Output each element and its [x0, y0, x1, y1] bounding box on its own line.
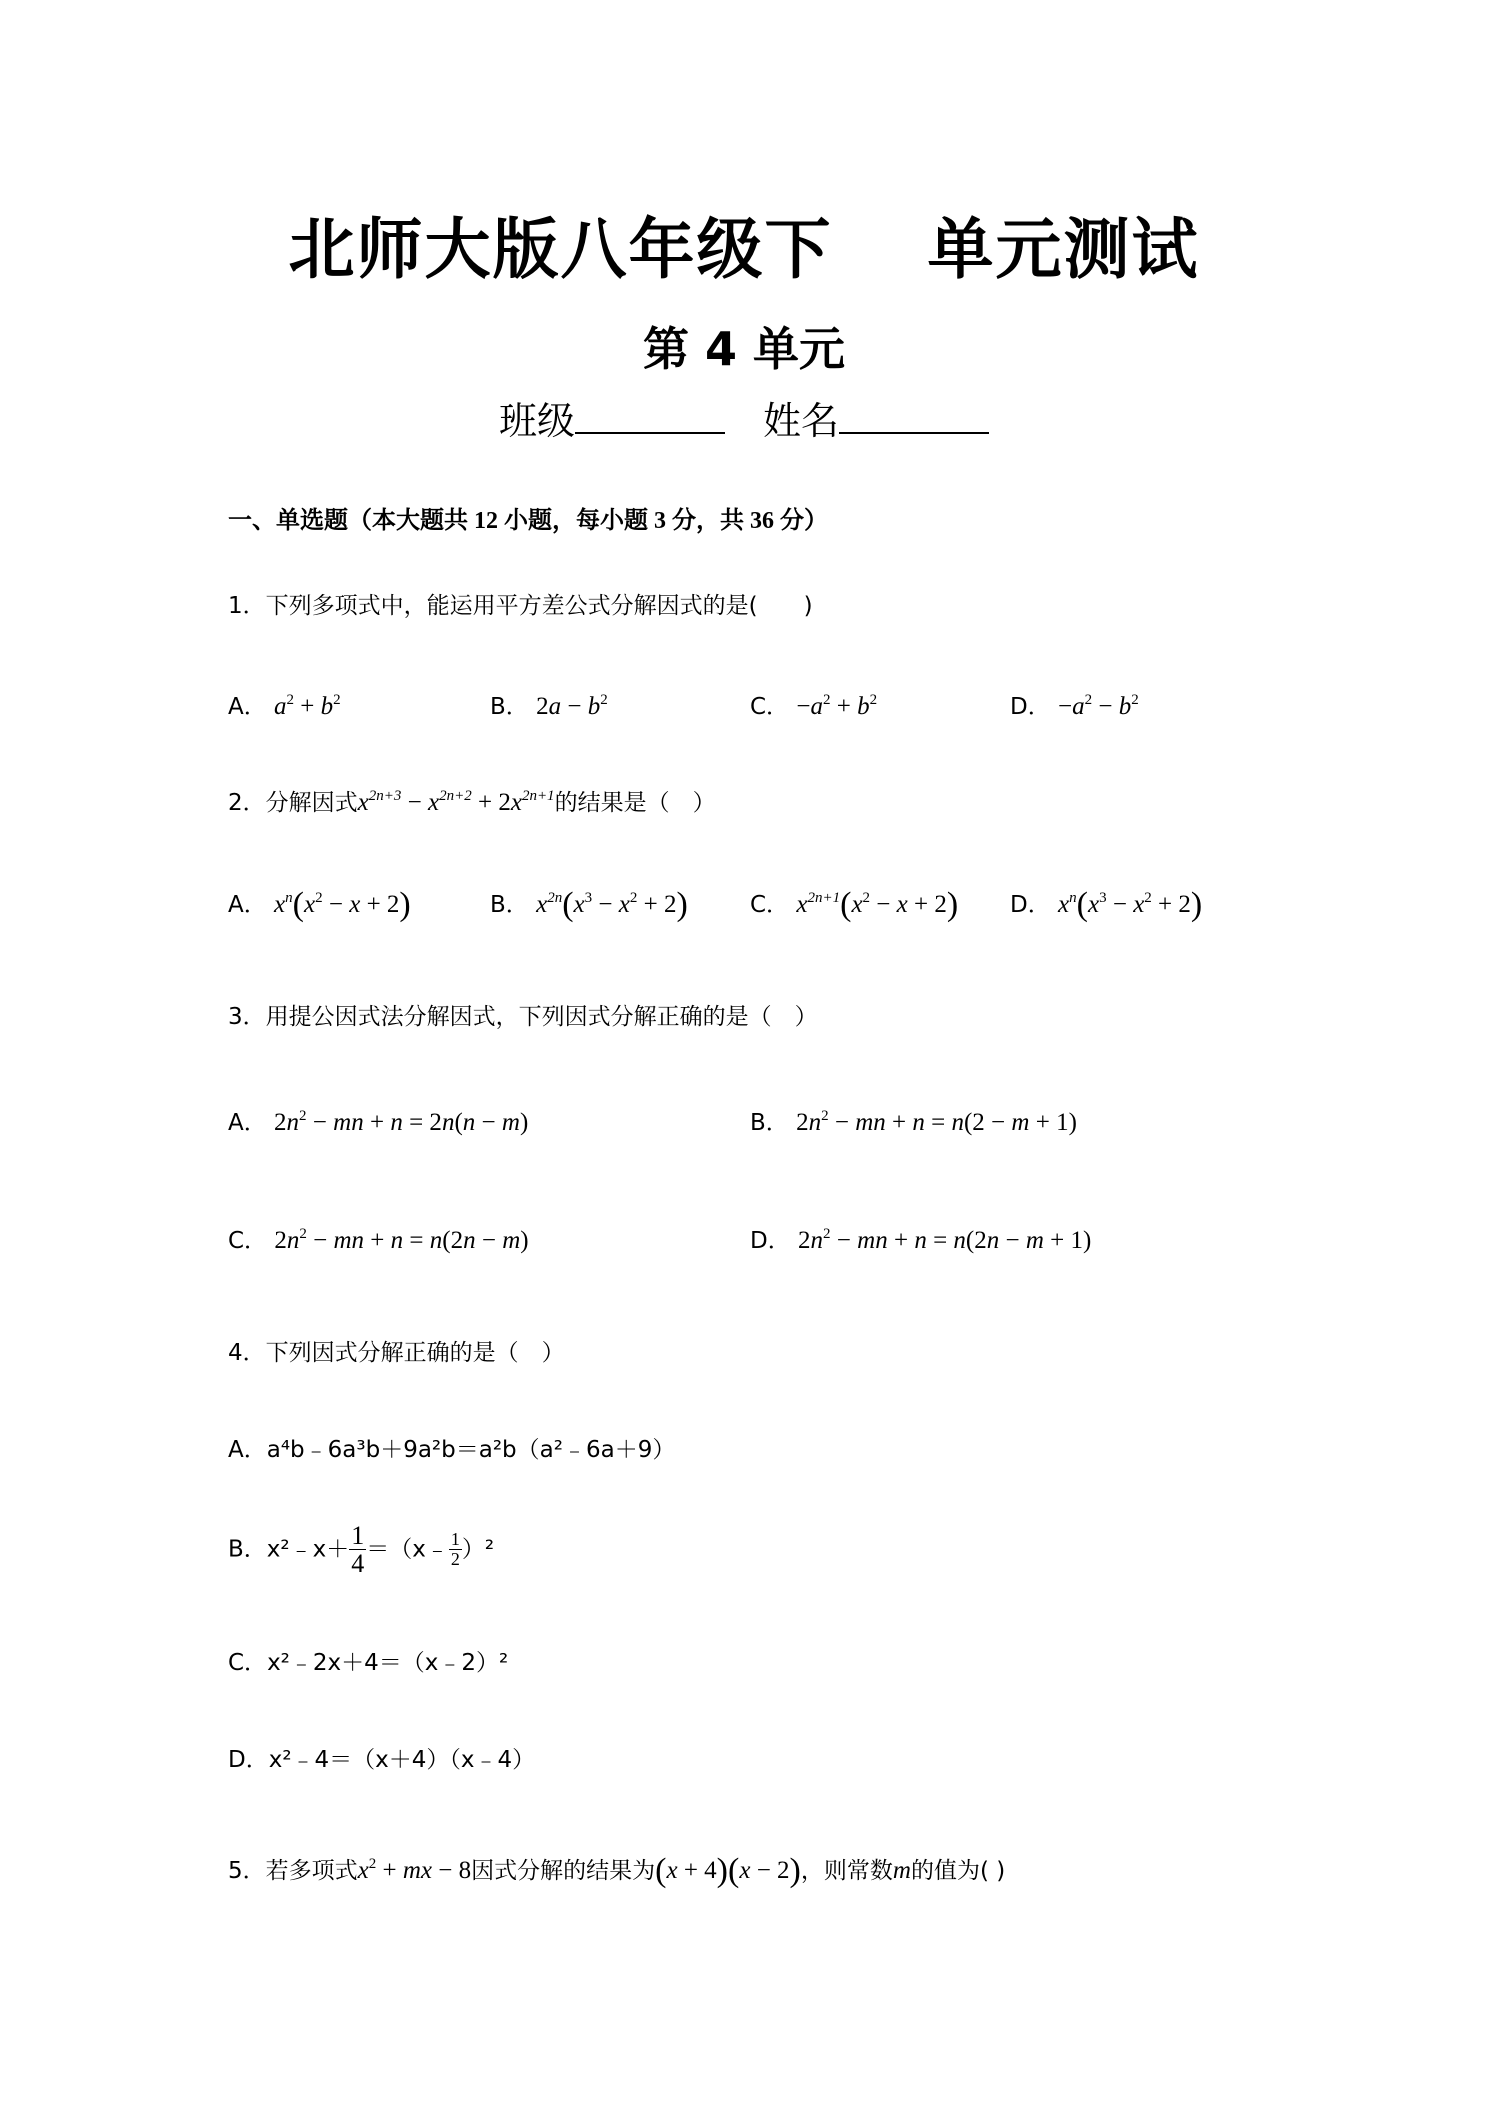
- question-5-stem: 5．若多项式$x^2$ + mx − 8因式分解的结果为(x + 4)(x − 2)，则常数m的值为( ): [228, 1852, 1006, 1889]
- class-label: 班级: [498, 399, 575, 443]
- name-label: 姓名: [763, 399, 840, 443]
- q2d-math: $x^n(x^3 - x^2 + 2)$: [1058, 886, 1203, 923]
- student-info: [0, 390, 1488, 445]
- question-4-option-c[interactable]: C．x²﹣2x＋4＝（x﹣2）²: [228, 1650, 509, 1676]
- question-3-option-c[interactable]: C． $2n^2$ − mn + n = n(2n − m): [228, 1226, 529, 1254]
- question-4-option-b[interactable]: B．x²﹣x＋ $\frac{1}{4}$ ＝（x﹣ $\frac{1}{2}$ ）²: [228, 1521, 495, 1579]
- question-1-option-c[interactable]: C． $-a^2 + b^2$: [750, 692, 878, 720]
- question-2-option-b[interactable]: B． $x^{2n}(x^3 - x^2 + 2)$: [490, 886, 688, 923]
- question-4-stem: 4．下列因式分解正确的是（ ）: [228, 1340, 565, 1366]
- title-part1: 北师大版八年级下: [288, 211, 833, 288]
- fraction-one-quarter: $\frac{1}{4}$: [351, 1521, 365, 1579]
- question-1-option-d[interactable]: D． $-a^2 - b^2$: [1010, 692, 1139, 720]
- question-3-option-d[interactable]: D． $2n^2$ − mn + n = n(2n − m + 1): [750, 1226, 1092, 1254]
- class-blank[interactable]: [575, 396, 725, 434]
- q3a-math: $2n^2$ − mn + n = 2n(n − m): [274, 1108, 529, 1136]
- question-3-option-a[interactable]: A． $2n^2$ − mn + n = 2n(n − m): [228, 1108, 529, 1136]
- fraction-one-half: $\frac{1}{2}$: [450, 1529, 460, 1570]
- page-title: [0, 196, 1488, 291]
- section-heading: 一、单选题（本大题共 12 小题，每小题 3 分，共 36 分）: [228, 508, 828, 534]
- question-3-stem: 3．用提公因式法分解因式，下列因式分解正确的是（ ）: [228, 1004, 818, 1030]
- question-1-stem: 1．下列多项式中，能运用平方差公式分解因式的是( ): [228, 593, 813, 619]
- q1b-math: $2a - b^2$: [536, 692, 608, 720]
- question-2-option-c[interactable]: C． $x^{2n+1}(x^2 - x + 2)$: [750, 886, 959, 923]
- question-2-option-d[interactable]: D． $x^n(x^3 - x^2 + 2)$: [1010, 886, 1203, 923]
- question-3-option-b[interactable]: B． $2n^2$ − mn + n = n(2 − m + 1): [750, 1108, 1077, 1136]
- q2b-math: $x^{2n}(x^3 - x^2 + 2)$: [536, 886, 688, 923]
- q1c-math: $-a^2 + b^2$: [796, 692, 878, 720]
- page-subtitle: 第 4 单元: [642, 322, 846, 376]
- q1a-math: $a^2 + b^2$: [274, 692, 341, 720]
- q2a-math: $x^n(x^2 - x + 2)$: [274, 886, 411, 923]
- q1d-math: $-a^2 - b^2$: [1058, 692, 1139, 720]
- q3d-math: $2n^2$ − mn + n = n(2n − m + 1): [798, 1226, 1092, 1254]
- title-part2: 单元测试: [927, 211, 1200, 288]
- q5-math-m: m: [892, 1857, 911, 1884]
- name-blank[interactable]: [839, 396, 989, 434]
- question-2-option-a[interactable]: A． $x^n(x^2 - x + 2)$: [228, 886, 411, 923]
- question-1-option-b[interactable]: B． $2a - b^2$: [490, 692, 608, 720]
- q5-math-polynomial: $x^2$ + mx − 8: [357, 1856, 472, 1884]
- question-2-stem: 2．分解因式$x^{2n+3} - x^{2n+2} + 2x^{2n+1}$的结果是（ ）: [228, 788, 716, 816]
- q2-stem-math: $x^{2n+3} - x^{2n+2} + 2x^{2n+1}$: [357, 788, 555, 816]
- q2c-math: $x^{2n+1}(x^2 - x + 2)$: [796, 886, 959, 923]
- question-1-option-a[interactable]: A． $a^2 + b^2$: [228, 692, 341, 720]
- question-4-option-d[interactable]: D．x²﹣4＝（x＋4）（x﹣4）: [228, 1747, 536, 1773]
- q3c-math: $2n^2$ − mn + n = n(2n − m): [274, 1226, 529, 1254]
- question-4-option-a[interactable]: A．a⁴b﹣6a³b＋9a²b＝a²b（a²﹣6a＋9）: [228, 1437, 676, 1463]
- q3b-math: $2n^2$ − mn + n = n(2 − m + 1): [796, 1108, 1077, 1136]
- q5-math-factors: (x + 4)(x − 2): [655, 1852, 801, 1889]
